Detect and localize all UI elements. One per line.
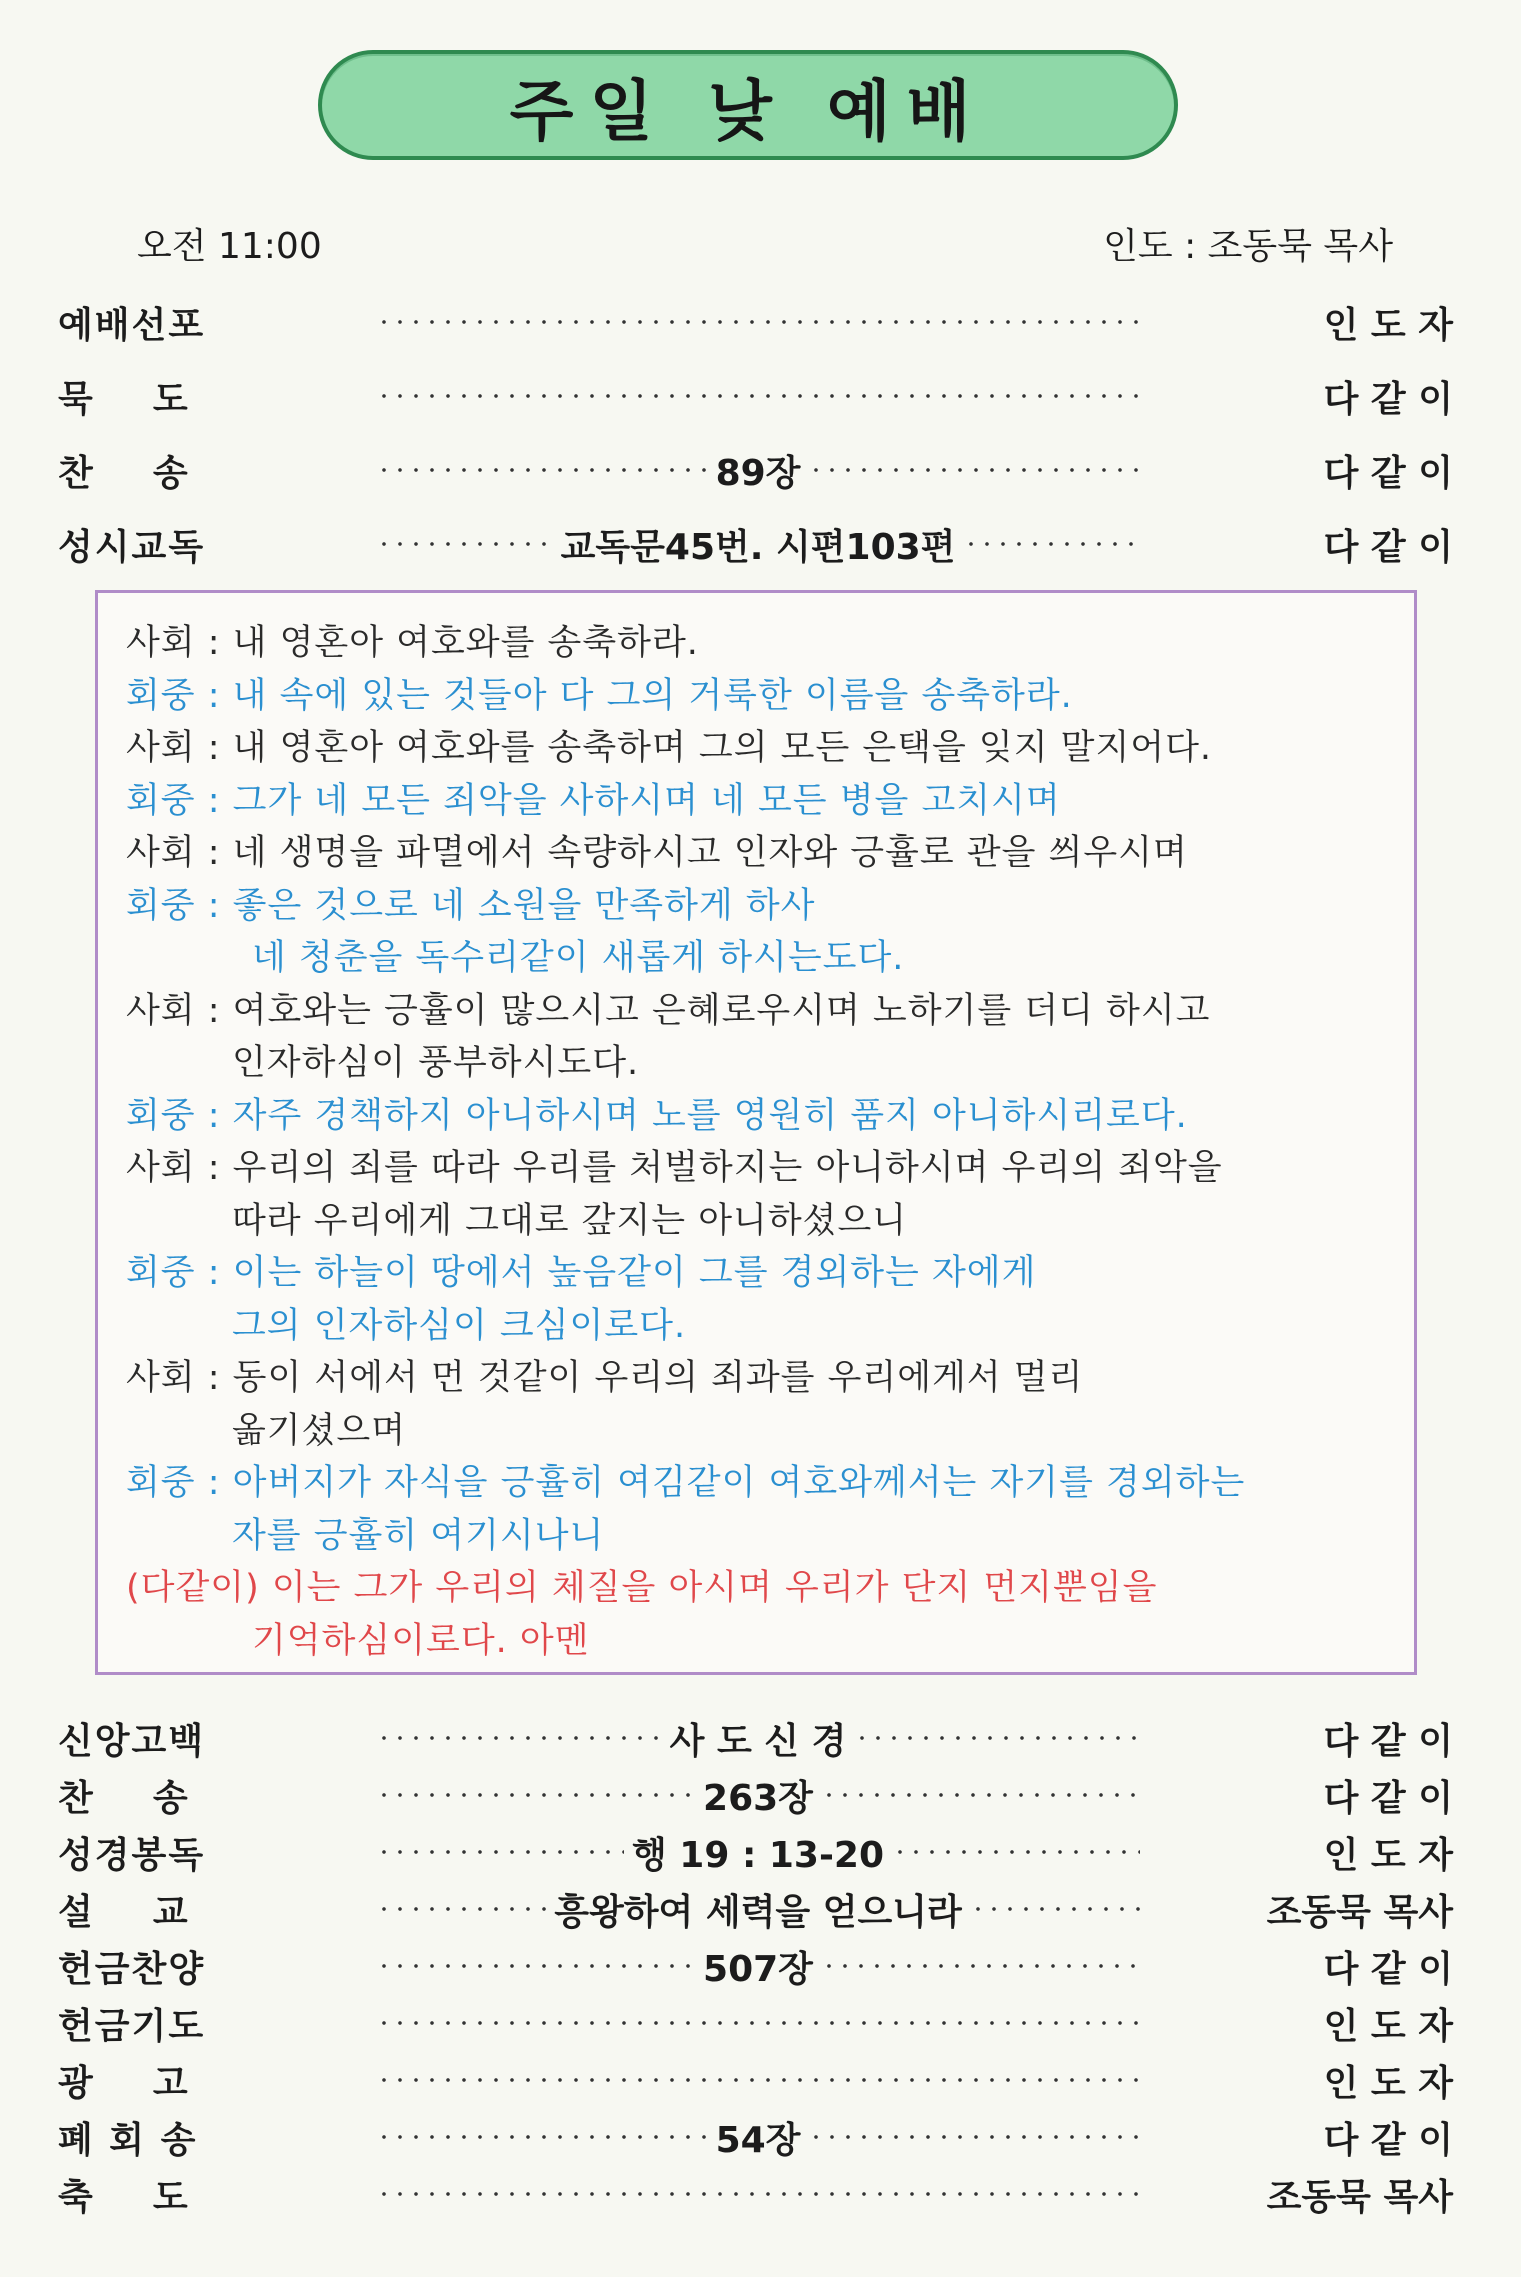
order-item-leader-line [368, 2112, 1148, 2163]
dotted-leader [376, 1793, 695, 1797]
reading-line-cong: 회중 : 내 속에 있는 것들아 다 그의 거룩한 이름을 송축하라. [126, 675, 1073, 716]
order-item-role: 다 같 이 [1323, 1777, 1453, 1819]
order-item-leader-line [368, 445, 1148, 496]
order-item [58, 292, 1453, 352]
order-item [58, 1936, 1453, 1996]
reading-line-leader: 인자하심이 풍부하시도다. [232, 1043, 640, 1083]
dotted-leader [970, 1907, 1140, 1911]
responsive-reading-box [95, 590, 1417, 1675]
dotted-leader [376, 1736, 662, 1740]
dotted-leader [892, 1850, 1140, 1854]
order-item [58, 440, 1453, 500]
order-item [58, 2164, 1453, 2224]
order-item [58, 514, 1453, 574]
order-item [58, 1822, 1453, 1882]
order-item-label: 헌금기도 [58, 2005, 206, 2047]
dotted-leader [376, 542, 553, 546]
order-item-role: 조동묵 목사 [1266, 2176, 1453, 2218]
reading-line-leader: 따라 우리에게 그대로 갚지는 아니하셨으니 [232, 1200, 908, 1241]
reading-line-cong: 자를 긍휼히 여기시나니 [232, 1515, 605, 1556]
reading-line-leader: 사회 : 내 영혼아 여호와를 송축하며 그의 모든 은택을 잊지 말지어다. [126, 728, 1213, 768]
order-item-label: 폐 회 송 [58, 2119, 198, 2161]
order-item-role: 다 같 이 [1323, 526, 1453, 568]
order-item-label: 성시교독 [58, 526, 206, 568]
order-item-label: 예배선포 [58, 304, 206, 346]
dotted-leader [808, 2135, 1140, 2139]
reading-line-leader: 사회 : 내 영혼아 여호와를 송축하라. [126, 623, 699, 663]
reading-line-leader: 사회 : 동이 서에서 먼 것같이 우리의 죄과를 우리에게서 멀리 [126, 1358, 1084, 1398]
order-item-content: 흥왕하여 세력을 얻으니라 [554, 1891, 962, 1933]
dotted-leader [376, 2021, 1140, 2025]
dotted-leader [821, 1964, 1140, 1968]
dotted-leader [376, 1850, 624, 1854]
order-item-role: 인 도 자 [1323, 304, 1453, 346]
dotted-leader [963, 542, 1140, 546]
order-item-label: 광 고 [58, 2062, 190, 2104]
order-item [58, 1879, 1453, 1939]
reading-line-cong: 회중 : 이는 하늘이 땅에서 높음같이 그를 경외하는 자에게 [126, 1253, 1037, 1293]
order-item-leader-line [368, 1770, 1148, 1821]
service-leader: 인도 : 조동묵 목사 [1103, 226, 1393, 267]
dotted-leader [376, 394, 1140, 398]
order-item-content: 행 19 : 13-20 [632, 1834, 885, 1876]
reading-line-all: (다같이) 이는 그가 우리의 체질을 아시며 우리가 단지 먼지뿐임을 [126, 1568, 1158, 1608]
reading-line-leader: 사회 : 네 생명을 파멸에서 속량하시고 인자와 긍휼로 관을 씌우시며 [126, 833, 1188, 873]
order-item-content: 507장 [703, 1948, 813, 1990]
dotted-leader [821, 1793, 1140, 1797]
order-item-leader-line [368, 1713, 1148, 1764]
reading-line-cong: 그의 인자하심이 크심이로다. [232, 1305, 687, 1346]
dotted-leader [376, 1964, 695, 1968]
dotted-leader [376, 1907, 546, 1911]
order-item-leader-line [368, 2078, 1148, 2082]
order-item-content: 89장 [715, 452, 801, 494]
dotted-leader [376, 468, 708, 472]
reading-line-cong: 회중 : 좋은 것으로 네 소원을 만족하게 하사 [126, 885, 816, 926]
order-item [58, 1708, 1453, 1768]
reading-line-cong: 회중 : 자주 경책하지 아니하시며 노를 영원히 품지 아니하시리로다. [126, 1095, 1188, 1136]
order-item-role: 인 도 자 [1323, 2005, 1453, 2047]
order-item-leader-line [368, 1884, 1148, 1935]
dotted-leader [376, 2078, 1140, 2082]
responsive-reading [126, 617, 1394, 1667]
order-item-label: 찬 송 [58, 452, 190, 494]
order-item-content: 54장 [715, 2119, 801, 2161]
order-item-leader-line [368, 2021, 1148, 2025]
order-item-label: 신앙고백 [58, 1720, 206, 1762]
order-item-leader-line [368, 2192, 1148, 2196]
service-time: 오전 11:00 [137, 226, 322, 267]
order-item-role: 다 같 이 [1323, 1948, 1453, 1990]
order-item-role: 조동묵 목사 [1266, 1891, 1453, 1933]
dotted-leader [854, 1736, 1140, 1740]
order-item [58, 366, 1453, 426]
order-item [58, 1765, 1453, 1825]
reading-line-cong: 회중 : 그가 네 모든 죄악을 사하시며 네 모든 병을 고치시며 [126, 780, 1061, 821]
order-item-label: 묵 도 [58, 378, 190, 420]
order-item-leader-line [368, 320, 1148, 324]
order-item-role: 다 같 이 [1323, 1720, 1453, 1762]
dotted-leader [376, 2135, 708, 2139]
reading-line-all: 기억하심이로다. 아멘 [252, 1620, 590, 1661]
order-item-role: 인 도 자 [1323, 2062, 1453, 2104]
order-item-label: 성경봉독 [58, 1834, 206, 1876]
order-item-label: 찬 송 [58, 1777, 190, 1819]
order-item-role: 인 도 자 [1323, 1834, 1453, 1876]
page-title-banner [318, 50, 1178, 160]
order-item-role: 다 같 이 [1323, 2119, 1453, 2161]
order-item-label: 헌금찬양 [58, 1948, 206, 1990]
reading-line-cong: 회중 : 아버지가 자식을 긍휼히 여김같이 여호와께서는 자기를 경외하는 [126, 1463, 1246, 1503]
order-item-content: 사 도 신 경 [669, 1720, 847, 1762]
dotted-leader [376, 2192, 1140, 2196]
order-item [58, 2050, 1453, 2110]
page-title: 주일 낮 예배 [509, 72, 987, 150]
order-item [58, 1993, 1453, 2053]
reading-line-leader: 사회 : 여호와는 긍휼이 많으시고 은혜로우시며 노하기를 더디 하시고 [126, 990, 1211, 1031]
order-item-leader-line [368, 1827, 1148, 1878]
order-item-role: 다 같 이 [1323, 378, 1453, 420]
dotted-leader [376, 320, 1140, 324]
reading-line-cong: 네 청춘을 독수리같이 새롭게 하시는도다. [252, 938, 905, 978]
dotted-leader [808, 468, 1140, 472]
reading-line-leader: 사회 : 우리의 죄를 따라 우리를 처벌하지는 아니하시며 우리의 죄악을 [126, 1148, 1223, 1188]
order-item-content: 교독문45번. 시편103편 [560, 526, 956, 568]
reading-line-leader: 옮기셨으며 [232, 1410, 407, 1451]
order-item-role: 다 같 이 [1323, 452, 1453, 494]
order-item-label: 설 교 [58, 1891, 190, 1933]
order-item-leader-line [368, 394, 1148, 398]
order-item-label: 축 도 [58, 2176, 190, 2218]
order-item-content: 263장 [703, 1777, 813, 1819]
order-item [58, 2107, 1453, 2167]
order-item-leader-line [368, 519, 1148, 570]
order-item-leader-line [368, 1941, 1148, 1992]
